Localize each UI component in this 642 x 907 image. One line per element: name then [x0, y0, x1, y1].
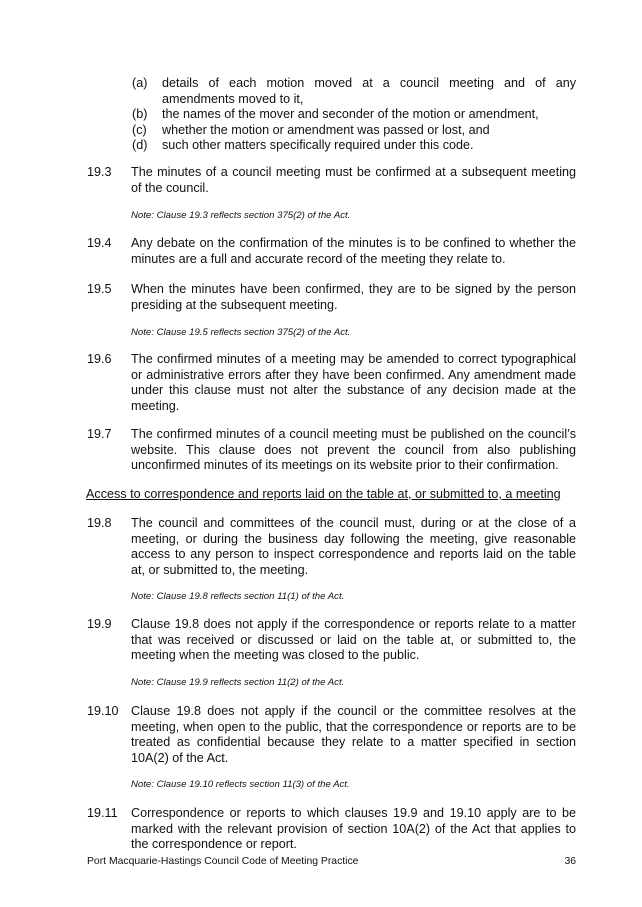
clause-19-11 — [87, 806, 576, 853]
clause-19-4 — [87, 236, 576, 267]
clause-number: 19.3 — [87, 165, 112, 179]
clause-number: 19.8 — [87, 516, 112, 530]
clause-19-9-note: Note: Clause 19.9 reflects section 11(2) of the Act. — [131, 677, 345, 688]
clause-text: The minutes of a council meeting must be confirmed at a subsequent meeting of the council. — [131, 165, 576, 195]
clause-text: The confirmed minutes of a council meeting must be published on the council’s website. This clause does not prevent the council from also publishing unconfirmed minutes of its meetings on its website prior to their confirmation. — [131, 427, 576, 472]
clause-19-8-note: Note: Clause 19.8 reflects section 11(1) of the Act. — [131, 591, 345, 602]
clause-number: 19.6 — [87, 352, 112, 366]
list-item-label: (b) — [132, 107, 148, 121]
clause-19-8 — [87, 516, 576, 578]
list-item — [132, 123, 576, 139]
clause-number: 19.9 — [87, 617, 112, 631]
list-item-text: details of each motion moved at a council meeting and of any amendments moved to it, — [162, 76, 576, 106]
clause-19-9 — [87, 617, 576, 664]
footer-title: Port Macquarie-Hastings Council Code of Meeting Practice — [87, 856, 359, 867]
clause-19-10 — [87, 704, 576, 766]
list-item-label: (c) — [132, 122, 147, 137]
clause-text: The confirmed minutes of a meeting may be amended to correct typographical or administrative errors after they have been confirmed. Any amendment made under this clause must not alter the substance of any decision made at the meeting. — [131, 352, 576, 413]
clause-text: Correspondence or reports to which clauses 19.9 and 19.10 apply are to be marked with the relevant provision of section 10A(2) of the Act that applies to the correspondence or report. — [131, 806, 576, 851]
clause-number: 19.5 — [87, 282, 112, 296]
clause-19-3-note: Note: Clause 19.3 reflects section 375(2) of the Act. — [131, 210, 351, 221]
minutes-content-list — [132, 76, 576, 154]
list-item-label: (d) — [132, 138, 148, 152]
clause-number: 19.4 — [87, 236, 112, 250]
clause-19-6 — [87, 352, 576, 414]
clause-19-5-note: Note: Clause 19.5 reflects section 375(2) of the Act. — [131, 327, 351, 338]
list-item — [132, 138, 576, 154]
clause-number: 19.11 — [87, 806, 118, 820]
list-item — [132, 107, 576, 123]
clause-19-10-note: Note: Clause 19.10 reflects section 11(3) of the Act. — [131, 779, 350, 790]
clause-number: 19.7 — [87, 427, 112, 441]
page-number: 36 — [564, 856, 576, 867]
list-item-text: such other matters specifically required under this code. — [162, 138, 474, 152]
section-heading: Access to correspondence and reports laid on the table at, or submitted to, a meeting — [86, 487, 561, 501]
clause-number: 19.10 — [87, 704, 119, 718]
list-item-text: whether the motion or amendment was passed or lost, and — [162, 122, 490, 137]
clause-text: Any debate on the confirmation of the minutes is to be confined to whether the minutes are a full and accurate record of the meeting they relate to. — [131, 236, 576, 266]
clause-text: Clause 19.8 does not apply if the correspondence or reports relate to a matter that was received or discussed or laid on the table at, or submitted to, the meeting when the meeting was closed to the public. — [131, 617, 576, 662]
page-footer — [87, 855, 576, 868]
clause-19-5 — [87, 282, 576, 313]
list-item-label: (a) — [132, 76, 148, 90]
clause-19-7 — [87, 427, 576, 474]
list-item-text: the names of the mover and seconder of the motion or amendment, — [162, 107, 539, 121]
clause-text: When the minutes have been confirmed, they are to be signed by the person presiding at the subsequent meeting. — [131, 282, 576, 312]
clause-text: The council and committees of the council must, during or at the close of a meeting, or during the business day following the meeting, give reasonable access to any person to inspect correspondence and reports laid on the table at, or submitted to, the meeting. — [131, 516, 576, 577]
clause-text: Clause 19.8 does not apply if the council or the committee resolves at the meeting, when open to the public, that the correspondence or reports are to be treated as confidential because they relate to a matter specified in section 10A(2) of the Act. — [131, 704, 576, 765]
list-item — [132, 76, 576, 107]
clause-19-3 — [87, 165, 576, 196]
